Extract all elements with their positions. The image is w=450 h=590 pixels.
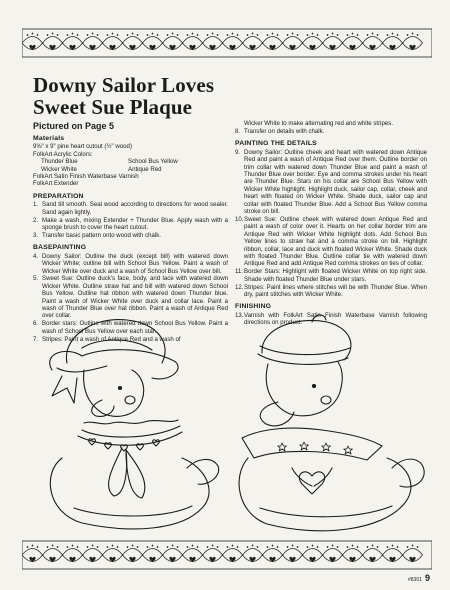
- step-number: 6.: [33, 320, 39, 328]
- border-dot: [292, 33, 294, 35]
- border-dot: [127, 34, 129, 36]
- border-dot: [317, 34, 319, 36]
- page-number: 9: [425, 573, 431, 583]
- step-text: Stripes: Paint lines where stitches will be with Thunder Blue. When dry, paint stitches with Wicker White.: [244, 283, 427, 298]
- instruction-step: [235, 284, 427, 299]
- step-number: 9.: [235, 148, 241, 156]
- border-dot: [197, 34, 199, 36]
- instruction-step: [235, 216, 427, 268]
- border-dot: [177, 34, 179, 36]
- border-dot: [67, 546, 69, 548]
- border-dot: [157, 34, 159, 36]
- instruction-step: [33, 253, 228, 275]
- border-dot: [77, 34, 79, 36]
- border-dot: [97, 34, 99, 36]
- step-number: 4.: [33, 252, 39, 260]
- step-text: Transfer basic pattern onto wood with chalk.: [42, 231, 162, 239]
- step-text: Border stars: Outline with watered down School Bus Yellow. Paint a wash of School Bus Yellow over each star.: [42, 320, 228, 335]
- instruction-step: [235, 128, 427, 135]
- border-dot: [252, 33, 254, 35]
- border-dot: [232, 33, 234, 35]
- border-dot: [117, 34, 119, 36]
- border-dot: [417, 34, 419, 36]
- border-dot: [337, 34, 339, 36]
- instruction-step: [33, 217, 228, 232]
- step-text: Varnish with FolkArt Satin Finish Waterbase Varnish following directions on product.: [244, 311, 427, 327]
- instruction-step: [235, 149, 427, 216]
- border-dot: [57, 34, 59, 36]
- step-text: Transfer on details with chalk.: [244, 127, 325, 135]
- sweet-sue-duck: [50, 320, 219, 529]
- border-dot: [297, 546, 299, 548]
- border-dot: [252, 545, 254, 547]
- border-dot: [197, 546, 199, 548]
- border-dot: [227, 34, 229, 36]
- border-dot: [272, 545, 274, 547]
- step-text: Border Stars: Highlight with floated Wicker White on top right side. Shade with floated Thunder Blue under stars.: [244, 268, 427, 283]
- border-dot: [277, 546, 279, 548]
- color-row: [33, 166, 228, 173]
- border-dot: [52, 545, 54, 547]
- color-name: School Bus Yellow: [128, 158, 178, 166]
- border-dot: [177, 546, 179, 548]
- border-dot: [277, 34, 279, 36]
- instruction-step-continued: [235, 120, 427, 127]
- border-dot: [132, 545, 134, 547]
- border-dot: [377, 546, 379, 548]
- border-dot: [137, 34, 139, 36]
- title-line-1: Downy Sailor Loves: [33, 73, 215, 97]
- border-dot: [167, 34, 169, 36]
- border-dot: [87, 546, 89, 548]
- border-dot: [32, 545, 34, 547]
- border-dot: [357, 546, 359, 548]
- border-dot: [167, 546, 169, 548]
- border-dot: [272, 33, 274, 35]
- step-text: Make a wash, mixing Extender + Thunder Blue. Apply wash with a sponge brush to cover the heart cutout.: [42, 216, 228, 231]
- top-decorative-border: [22, 28, 432, 58]
- border-dot: [107, 34, 109, 36]
- pictured-on-note: Pictured on Page 5: [33, 121, 115, 131]
- border-scallop-line: [22, 43, 423, 50]
- border-dot: [192, 545, 194, 547]
- border-dot: [227, 546, 229, 548]
- border-dot: [147, 34, 149, 36]
- border-dot: [347, 34, 349, 36]
- border-dot: [407, 546, 409, 548]
- border-dot: [412, 545, 414, 547]
- step-text: Sand till smooth. Seal wood according to directions for wood sealer. Sand again lightly.: [42, 201, 228, 216]
- border-dot: [92, 33, 94, 35]
- border-dot: [312, 545, 314, 547]
- border-dot: [117, 546, 119, 548]
- border-dot: [337, 546, 339, 548]
- border-dot: [352, 545, 354, 547]
- color-name: Antique Red: [128, 165, 162, 173]
- step-number: 2.: [33, 216, 39, 224]
- border-dot: [107, 546, 109, 548]
- border-dot: [47, 546, 49, 548]
- border-dot: [397, 34, 399, 36]
- border-dot: [217, 546, 219, 548]
- border-dot: [377, 34, 379, 36]
- border-dot: [417, 546, 419, 548]
- color-row: [33, 158, 228, 165]
- border-dot: [212, 545, 214, 547]
- step-text: Sweet Sue: Outline duck's face, body, and lace with watered down Wicker White. Outline straw hat and bill with watered down School Bus Yellow. Outline hat ribbon with watered down Thunder blue. Paint a wash of Wicker White over duck and collar lace. Paint a wash of Thunder Blue over hat ribbon. Paint a wash of Antique Red over collar.: [42, 275, 228, 320]
- border-dot: [57, 546, 59, 548]
- border-dot: [92, 545, 94, 547]
- border-dot: [372, 33, 374, 35]
- border-dot: [327, 34, 329, 36]
- materials-line: FolkArt Satin Finish Waterbase Varnish: [33, 173, 139, 181]
- border-dot: [157, 546, 159, 548]
- border-dot: [72, 545, 74, 547]
- border-dot: [37, 546, 39, 548]
- border-dot: [47, 34, 49, 36]
- step-number: 11.: [235, 268, 244, 276]
- border-dot: [207, 34, 209, 36]
- border-dot: [307, 34, 309, 36]
- border-scallop-line: [22, 549, 423, 556]
- border-scallop-line: [22, 555, 423, 562]
- border-dot: [212, 33, 214, 35]
- border-dot: [37, 34, 39, 36]
- step-number: 12.: [235, 283, 244, 291]
- border-dot: [267, 34, 269, 36]
- preparation-heading: PREPARATION: [33, 192, 84, 200]
- downy-sailor-duck: [239, 315, 424, 531]
- border-dot: [297, 34, 299, 36]
- border-dot: [132, 33, 134, 35]
- bottom-decorative-border: [22, 540, 432, 570]
- instruction-step: [235, 268, 427, 283]
- border-scallop-line: [22, 37, 423, 44]
- border-dot: [407, 34, 409, 36]
- border-dot: [137, 546, 139, 548]
- step-number: 3.: [33, 231, 39, 239]
- right-column: [235, 120, 427, 327]
- duck-pattern-illustration: [22, 308, 432, 536]
- border-dot: [232, 545, 234, 547]
- border-dot: [327, 546, 329, 548]
- step-number: 10.: [235, 215, 244, 223]
- color-name: Thunder Blue: [41, 158, 78, 166]
- border-dot: [412, 33, 414, 35]
- step-text: Wicker White to make alternating red and white stripes.: [244, 120, 394, 127]
- border-dot: [27, 34, 29, 36]
- border-dot: [77, 546, 79, 548]
- border-dot: [32, 33, 34, 35]
- border-dot: [287, 34, 289, 36]
- border-dot: [372, 545, 374, 547]
- basepainting-heading: BASEPAINTING: [33, 244, 87, 252]
- materials-line: FolkArt Extender: [33, 180, 79, 188]
- border-dot: [152, 545, 154, 547]
- border-dot: [392, 545, 394, 547]
- border-dot: [172, 33, 174, 35]
- border-dot: [112, 33, 114, 35]
- border-dot: [352, 33, 354, 35]
- border-dot: [367, 546, 369, 548]
- materials-heading: Materials: [33, 135, 65, 142]
- border-dot: [27, 546, 29, 548]
- border-dot: [172, 545, 174, 547]
- border-dot: [397, 546, 399, 548]
- border-dot: [312, 33, 314, 35]
- border-dot: [332, 545, 334, 547]
- border-dot: [187, 34, 189, 36]
- instruction-step: [33, 232, 228, 239]
- step-text: Downy Sailor: Outline the duck (except bill) with watered down Wicker White; outline bill with School Bus Yellow. Paint a wash of Wicker White over duck and a wash of School Bus Yellow over bill.: [42, 252, 228, 275]
- border-dot: [67, 34, 69, 36]
- step-number: 8.: [235, 127, 241, 135]
- border-dot: [112, 545, 114, 547]
- color-name: Wicker White: [41, 165, 77, 173]
- materials-line: 9⅝" x 9" pine heart cutout (½" wood): [33, 143, 132, 151]
- page-title: [33, 74, 263, 118]
- finishing-heading: FINISHING: [235, 303, 272, 311]
- border-dot: [387, 34, 389, 36]
- border-dot: [237, 546, 239, 548]
- border-dot: [97, 546, 99, 548]
- border-dot: [307, 546, 309, 548]
- border-dot: [72, 33, 74, 35]
- step-text: Downy Sailor: Outline cheek and heart with watered down Antique Red and paint a wash of Antique Red over them. Outline border on trim collar with watered down Thunder Blue and paint a wash of Thunder Blue over border. Eye and comma strokes under his heart are Thunder Blue. Stars on his collar are School Bus Yellow with Wicker White highlight. Highlight duck, sailor cap, collar, cheek and heart with floated on Wicker White. Shade duck, sailor cap and collar with floated Thunder Blue. Add a School Bus Yellow comma stroke on bill.: [244, 148, 427, 215]
- step-number: 5.: [33, 275, 39, 283]
- border-dot: [357, 34, 359, 36]
- border-dot: [367, 34, 369, 36]
- step-number: 13.: [235, 311, 244, 319]
- step-text: Sweet Sue: Outline cheek with watered down Antique Red and paint a wash of color over it. Hearts on her collar border trim are Antique Red with Wicker White highlight dots. Add School Bus Yellow lines to straw hat and a comma stroke on bill. Highlight ribbon, collar, lace and duck with floated Wicker White. Shade duck with floated Thunder Blue. Outline collar tie with watered down Antique Red and add Antique Red comma strokes on ties of collar.: [244, 215, 427, 268]
- border-dot: [347, 546, 349, 548]
- border-dot: [237, 34, 239, 36]
- step-number: 7.: [33, 335, 39, 343]
- border-dot: [387, 546, 389, 548]
- border-dot: [287, 546, 289, 548]
- border-dot: [247, 34, 249, 36]
- border-dot: [332, 33, 334, 35]
- border-dot: [247, 546, 249, 548]
- title-line-2: Sweet Sue Plaque: [33, 95, 193, 119]
- border-dot: [187, 546, 189, 548]
- step-number: 1.: [33, 201, 39, 209]
- border-dot: [192, 33, 194, 35]
- instruction-step: [33, 201, 228, 216]
- border-dot: [52, 33, 54, 35]
- border-dot: [87, 34, 89, 36]
- border-dot: [147, 546, 149, 548]
- border-dot: [207, 546, 209, 548]
- border-dot: [217, 34, 219, 36]
- pattern-code: #8301: [408, 577, 422, 583]
- border-dot: [257, 34, 259, 36]
- border-dot: [317, 546, 319, 548]
- materials-line: FolkArt Acrylic Colors:: [33, 150, 93, 158]
- border-dot: [392, 33, 394, 35]
- border-dot: [267, 546, 269, 548]
- step-text: Stripes: Paint a wash of Antique Red and a wash of: [42, 335, 181, 343]
- border-dot: [127, 546, 129, 548]
- border-dot: [257, 546, 259, 548]
- border-dot: [152, 33, 154, 35]
- painting-details-heading: PAINTING THE DETAILS: [235, 140, 317, 148]
- border-dot: [292, 545, 294, 547]
